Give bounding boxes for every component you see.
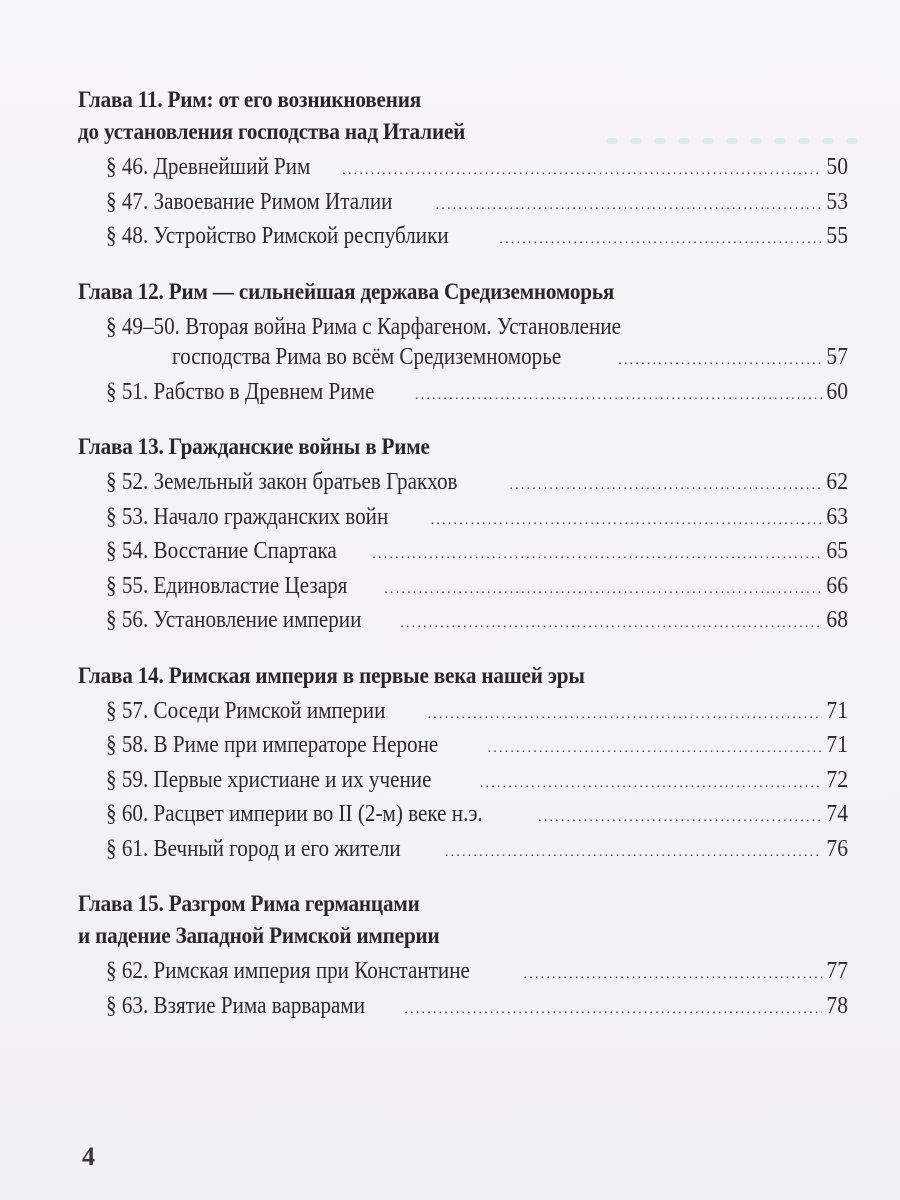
table-of-contents	[78, 84, 848, 1025]
entry-label: § 52. Земельный закон братьев Гракхов	[106, 469, 458, 495]
entry-page-number: 66	[826, 572, 848, 599]
chapter-title: Глава 11. Рим: от его возникновения	[78, 87, 421, 113]
page-number: 4	[82, 1142, 95, 1171]
entry-page-number: 60	[826, 378, 848, 405]
chapter-title-continued: и падение Западной Римской империи	[78, 923, 440, 949]
dot-leader	[400, 609, 822, 640]
chapter-14	[78, 660, 848, 869]
dot-leader	[404, 995, 822, 1026]
entry-label: § 58. В Риме при императоре Нероне	[106, 732, 439, 758]
chapter-title-continued: до установления господства над Италией	[78, 119, 466, 145]
toc-entry[interactable]	[78, 536, 848, 571]
entry-page-number: 71	[826, 697, 848, 724]
entry-label: § 51. Рабство в Древнем Риме	[106, 378, 375, 405]
chapter-15	[78, 888, 848, 1025]
chapter-title: Глава 15. Разгром Рима германцами	[78, 891, 420, 917]
entry-page-number: 72	[826, 766, 848, 793]
dot-leader	[384, 575, 822, 606]
toc-entry[interactable]	[78, 799, 848, 834]
chapter-title: Глава 14. Римская империя в первые века нашей эры	[78, 662, 585, 689]
toc-entry[interactable]	[78, 467, 848, 502]
dot-leader	[488, 734, 822, 765]
dot-leader	[509, 471, 822, 502]
entry-page-number: 55	[826, 223, 848, 249]
entry-label: § 59. Первые христиане и их учение	[106, 766, 432, 793]
entry-page-number: 74	[826, 801, 848, 827]
dot-leader	[538, 803, 822, 834]
toc-entry-continued	[106, 342, 848, 377]
dot-leader	[372, 540, 822, 571]
toc-entry[interactable]	[78, 187, 848, 222]
entry-label: § 55. Единовластие Цезаря	[106, 572, 348, 599]
toc-entry[interactable]	[78, 221, 848, 256]
entry-page-number: 50	[826, 154, 848, 180]
chapter-title: Глава 12. Рим — сильнейшая держава Средиземноморья	[78, 278, 615, 305]
dot-leader	[436, 191, 822, 222]
toc-entry[interactable]	[78, 765, 848, 800]
entry-label: § 47. Завоевание Римом Италии	[106, 188, 393, 215]
entry-label: господства Рима во всём Средиземноморье	[172, 344, 562, 370]
entry-page-number: 57	[826, 344, 848, 370]
toc-entry-multiline[interactable]	[78, 312, 848, 377]
toc-entry[interactable]	[78, 377, 848, 412]
chapter-13	[78, 431, 848, 640]
dot-leader	[427, 700, 822, 731]
toc-entry[interactable]	[78, 834, 848, 869]
entry-label: § 54. Восстание Спартака	[106, 538, 337, 564]
dot-leader	[499, 225, 822, 256]
toc-entry[interactable]	[78, 605, 848, 640]
entry-page-number: 77	[826, 958, 848, 984]
dot-leader	[524, 960, 822, 991]
dot-leader	[618, 346, 822, 377]
dot-leader	[445, 838, 822, 869]
entry-label: § 63. Взятие Рима варварами	[106, 992, 366, 1019]
toc-entry[interactable]	[78, 152, 848, 187]
entry-label: § 53. Начало гражданских войн	[106, 503, 389, 530]
entry-page-number: 53	[826, 188, 848, 215]
toc-entry[interactable]	[78, 502, 848, 537]
entry-label: § 48. Устройство Римской республики	[106, 223, 449, 249]
entry-label: § 60. Расцвет империи во II (2-м) веке н.э.	[106, 801, 483, 827]
toc-entry[interactable]	[78, 991, 848, 1026]
dot-leader	[480, 769, 822, 800]
toc-entry[interactable]	[78, 956, 848, 991]
chapter-11	[78, 84, 848, 256]
entry-page-number: 68	[826, 607, 848, 633]
chapter-12	[78, 276, 848, 412]
entry-page-number: 62	[826, 469, 848, 495]
entry-page-number: 63	[826, 503, 848, 530]
entry-page-number: 65	[826, 538, 848, 564]
entry-label: § 62. Римская империя при Константине	[106, 958, 470, 984]
dot-leader	[342, 156, 822, 187]
toc-entry[interactable]	[78, 571, 848, 606]
entry-label-line1: § 49–50. Вторая война Рима с Карфагеном. Установление	[106, 313, 622, 340]
entry-page-number: 78	[826, 992, 848, 1019]
entry-label: § 56. Установление империи	[106, 607, 362, 633]
chapter-title: Глава 13. Гражданские войны в Риме	[78, 434, 430, 460]
entry-page-number: 76	[826, 835, 848, 862]
entry-label: § 57. Соседи Римской империи	[106, 697, 386, 724]
toc-entry[interactable]	[78, 696, 848, 731]
entry-label: § 61. Вечный город и его жители	[106, 835, 401, 862]
dot-leader	[431, 506, 822, 537]
dot-leader	[415, 381, 822, 412]
toc-entry[interactable]	[78, 730, 848, 765]
entry-page-number: 71	[826, 732, 848, 758]
entry-label: § 46. Древнейший Рим	[106, 154, 311, 180]
